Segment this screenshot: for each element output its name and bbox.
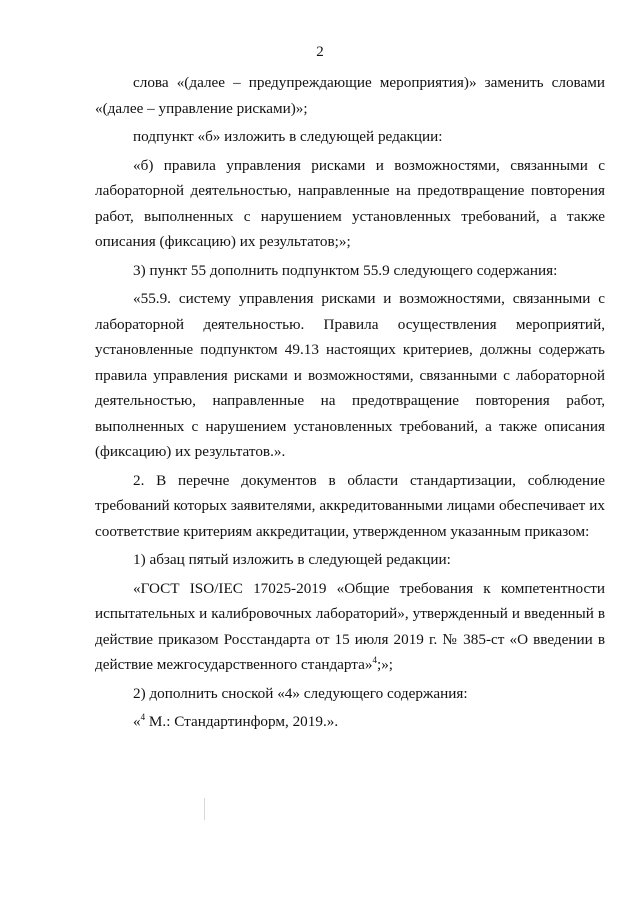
- gost-text: «ГОСТ ISO/IEC 17025-2019 «Общие требования к компетентности испытательных и калибровочных лабораторий», утвержденный и введенный в действие приказом Росстандарта от 15 июля 2019 г. № 385-ст «О введении в действие межгосударственного стандарта»: [95, 579, 605, 673]
- paragraph-subpoint-b-text: «б) правила управления рисками и возможностями, связанными с лабораторной деятельностью, направленные на предотвращение повторения работ, выполненных с нарушением установленных требований, а также описания (фиксацию) их результатов;»;: [95, 156, 605, 250]
- footnote-body: М.: Стандартинформ, 2019.».: [145, 713, 339, 730]
- paragraph-gost-text: [95, 576, 605, 678]
- paragraph-footnote-text: [95, 709, 605, 735]
- paragraph-point-55: 3) пункт 55 дополнить подпунктом 55.9 следующего содержания:: [133, 261, 558, 279]
- document-body: [95, 70, 605, 735]
- gost-tail: ;»;: [376, 656, 394, 673]
- paragraph-55-9-text: «55.9. систему управления рисками и возможностями, связанными с лабораторной деятельностью. Правила осуществления мероприятий, установленные подпунктом 49.13 настоящих критериев, должны содержать правила управления рисками и возможностями, связанными с лабораторной деятельностью, направленные на предотвращение повторения работ, выполненных с нарушением установленных требований, а также описания (фиксацию) их результатов.».: [95, 290, 605, 460]
- paragraph-fifth-clause-intro: 1) абзац пятый изложить в следующей редакции:: [133, 551, 451, 568]
- footnote-open-quote: «: [133, 713, 141, 730]
- paragraph-replace-words: слова «(далее – предупреждающие мероприятия)» заменить словами «(далее – управление рисками)»;: [95, 74, 605, 117]
- footnote-number: 4: [140, 711, 146, 722]
- paragraph-footnote-instruction: 2) дополнить сноской «4» следующего содержания:: [133, 684, 468, 702]
- page-number: 2: [316, 44, 324, 60]
- scan-artifact: [204, 798, 205, 820]
- paragraph-subpoint-b-intro: подпункт «б» изложить в следующей редакции:: [133, 128, 443, 145]
- paragraph-standards-list: 2. В перечне документов в области стандартизации, соблюдение требований которых заявителями, аккредитованными лицами обеспечивает их соответствие критериям аккредитации, утвержденном указанным приказом:: [95, 471, 605, 540]
- footnote-reference: 4: [372, 654, 377, 665]
